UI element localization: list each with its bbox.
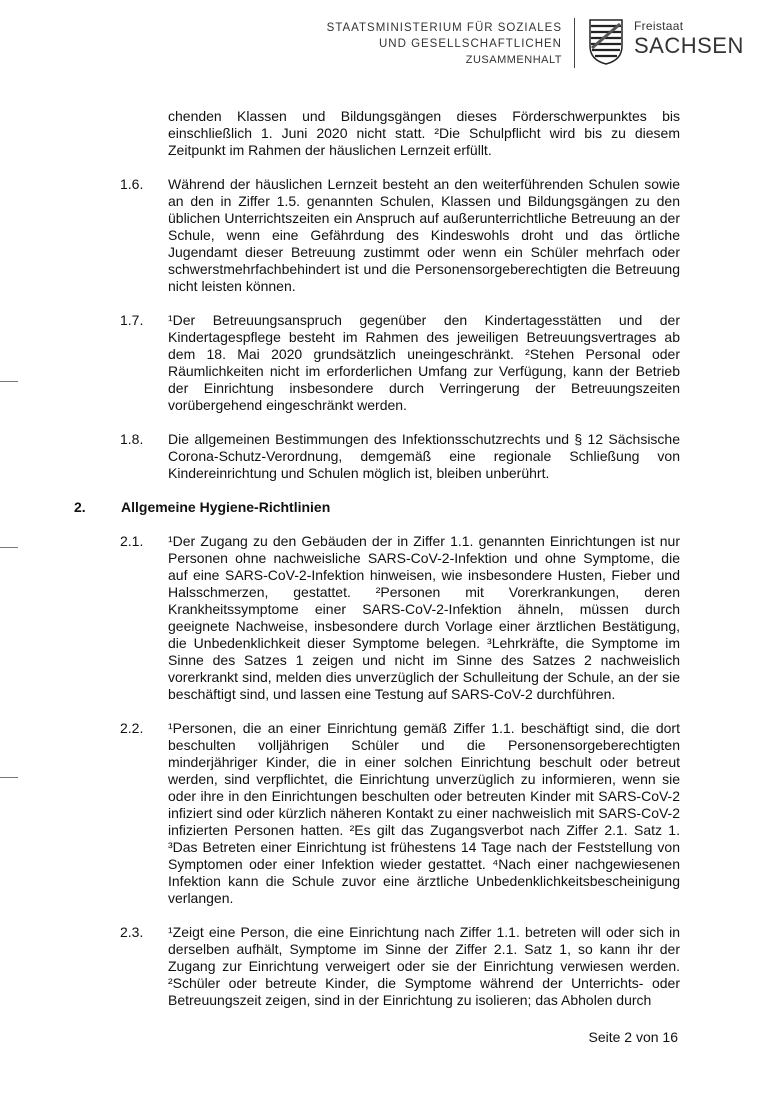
paragraph-number: 1.6. bbox=[120, 176, 144, 192]
ministry-line-3: ZUSAMMENHALT bbox=[465, 54, 562, 66]
paragraph-2-3 bbox=[0, 924, 760, 1009]
state-small: Freistaat bbox=[634, 19, 684, 33]
saxony-coat-of-arms-icon bbox=[588, 18, 624, 71]
section-title: Allgemeine Hygiene-Richtlinien bbox=[121, 499, 331, 515]
paragraph-continued bbox=[0, 108, 760, 159]
paragraph-number: 1.7. bbox=[120, 312, 144, 328]
state-big: SACHSEN bbox=[634, 33, 744, 58]
ministry-name bbox=[327, 20, 562, 68]
section-number: 2. bbox=[74, 499, 86, 515]
page-number: Seite 2 von 16 bbox=[588, 1029, 678, 1045]
paragraph-text: ¹Personen, die an einer Einrichtung gemäß Ziffer 1.1. beschäftigt sind, die dort beschulten volljährigen Schüler und die Personensorgeberechtigten minderjähriger Kinder, die in einer solchen Einrichtung beschult oder betreut werden, sind verpflichtet, die Einrichtung unverzüglich zu informieren, wenn sie oder ihre in den Einrichtungen beschulten oder betreuten Kinder mit SARS-CoV-2 infiziert sind oder kürzlich näheren Kontakt zu einer nachweislich mit SARS-CoV-2 infizierten Personen hatten. ²Es gilt das Zugangsverbot nach Ziffer 2.1. Satz 1. ³Das Betreten einer Einrichtung ist frühestens 14 Tage nach der Feststellung von Symptomen oder einer Infektion wieder gestattet. ⁴Nach einer nachgewiesenen Infektion kann die Schule zuvor eine ärztliche Unbedenklichkeitsbescheinigung verlangen. bbox=[168, 720, 680, 906]
letterhead bbox=[0, 14, 760, 74]
paragraph-text: ¹Der Betreuungsanspruch gegenüber den Kindertagesstätten und der Kindertagespflege besteht im Rahmen des jeweiligen Betreuungsvertrages ab dem 18. Mai 2020 grundsätzlich uneingeschränkt. ²Stehen Personal oder Räumlichkeiten nicht im erforderlichen Umfang zur Verfügung, kann der Betrieb der Einrichtung insbesondere durch Verringerung der Betreuungszeiten vorübergehend eingeschränkt werden. bbox=[168, 312, 680, 413]
paragraph-text: ¹Zeigt eine Person, die eine Einrichtung nach Ziffer 1.1. betreten will oder sich in derselben aufhält, Symptome im Sinne der Ziffer 2.1. Satz 1, so kann ihr der Zugang zur Einrichtung verweigert oder sie der Einrichtung verwiesen werden. ²Schüler oder betreute Kinder, die Symptome während der Unterrichts- oder Betreuungszeit zeigen, sind in der Einrichtung zu isolieren; das Abholen durch bbox=[168, 924, 680, 1008]
ministry-line-1: STAATSMINISTERIUM FÜR SOZIALES bbox=[326, 22, 562, 34]
paragraph-number: 2.1. bbox=[120, 533, 144, 549]
header-divider bbox=[574, 18, 575, 68]
paragraph-1-6 bbox=[0, 176, 760, 295]
paragraph-text: Während der häuslichen Lernzeit besteht an den weiterführenden Schulen sowie an den in Ziffer 1.5. genannten Schulen, Klassen und Bildungsgängen zu den üblichen Unterrichtszeiten ein Anspruch auf außerunterrichtliche Betreuung an der Schule, wenn eine Gefährdung des Kindeswohls droht und das örtliche Jugendamt dieser Betreuung zustimmt oder wenn ein Schüler mehrfach oder schwerstmehrfachbehindert ist und die Personensorgeberechtigten die Betreuung nicht leisten können. bbox=[168, 176, 680, 294]
paragraph-1-7 bbox=[0, 312, 760, 414]
paragraph-text: chenden Klassen und Bildungsgängen dieses Förderschwerpunktes bis einschließlich 1. Juni 2020 nicht statt. ²Die Schulpflicht wird bis zu diesem Zeitpunkt im Rahmen der häuslichen Lernzeit erfüllt. bbox=[168, 108, 680, 158]
paragraph-2-1 bbox=[0, 533, 760, 703]
paragraph-number: 2.2. bbox=[120, 720, 144, 736]
paragraph-text: ¹Der Zugang zu den Gebäuden der in Ziffer 1.1. genannten Einrichtungen ist nur Personen ohne nachweisliche SARS-CoV-2-Infektion und ohne Symptome, die auf eine SARS-CoV-2-Infektion hinweisen, wie insbesondere Husten, Fieber und Halsschmerzen, gestattet. ²Personen mit Vorerkrankungen, deren Krankheitssymptome einer SARS-CoV-2-Infektion ähneln, müssen durch geeignete Nachweise, insbesondere durch Vorlage einer ärztlichen Bestätigung, die Unbedenklichkeit dieser Symptome belegen. ³Lehrkräfte, die Symptome im Sinne des Satzes 1 zeigen und nicht im Sinne des Satzes 2 nachweislich vorerkrankt sind, melden dies unverzüglich der Schulleitung der Schule, an der sie beschäftigt sind, und lassen eine Testung auf SARS-CoV-2 durchführen. bbox=[168, 533, 680, 702]
paragraph-number: 1.8. bbox=[120, 431, 144, 447]
paragraph-1-8 bbox=[0, 431, 760, 482]
document-body bbox=[0, 108, 760, 1026]
paragraph-number: 2.3. bbox=[120, 924, 144, 940]
state-logo bbox=[634, 20, 744, 59]
paragraph-2-2 bbox=[0, 720, 760, 907]
paragraph-text: Die allgemeinen Bestimmungen des Infektionsschutzrechts und § 12 Sächsische Corona-Schutz-Verordnung, demgemäß eine regionale Schließung von Kindereinrichtung und Schulen möglich ist, bleiben unberührt. bbox=[168, 431, 680, 481]
section-heading-2 bbox=[0, 499, 760, 516]
ministry-line-2: UND GESELLSCHAFTLICHEN bbox=[378, 38, 562, 50]
